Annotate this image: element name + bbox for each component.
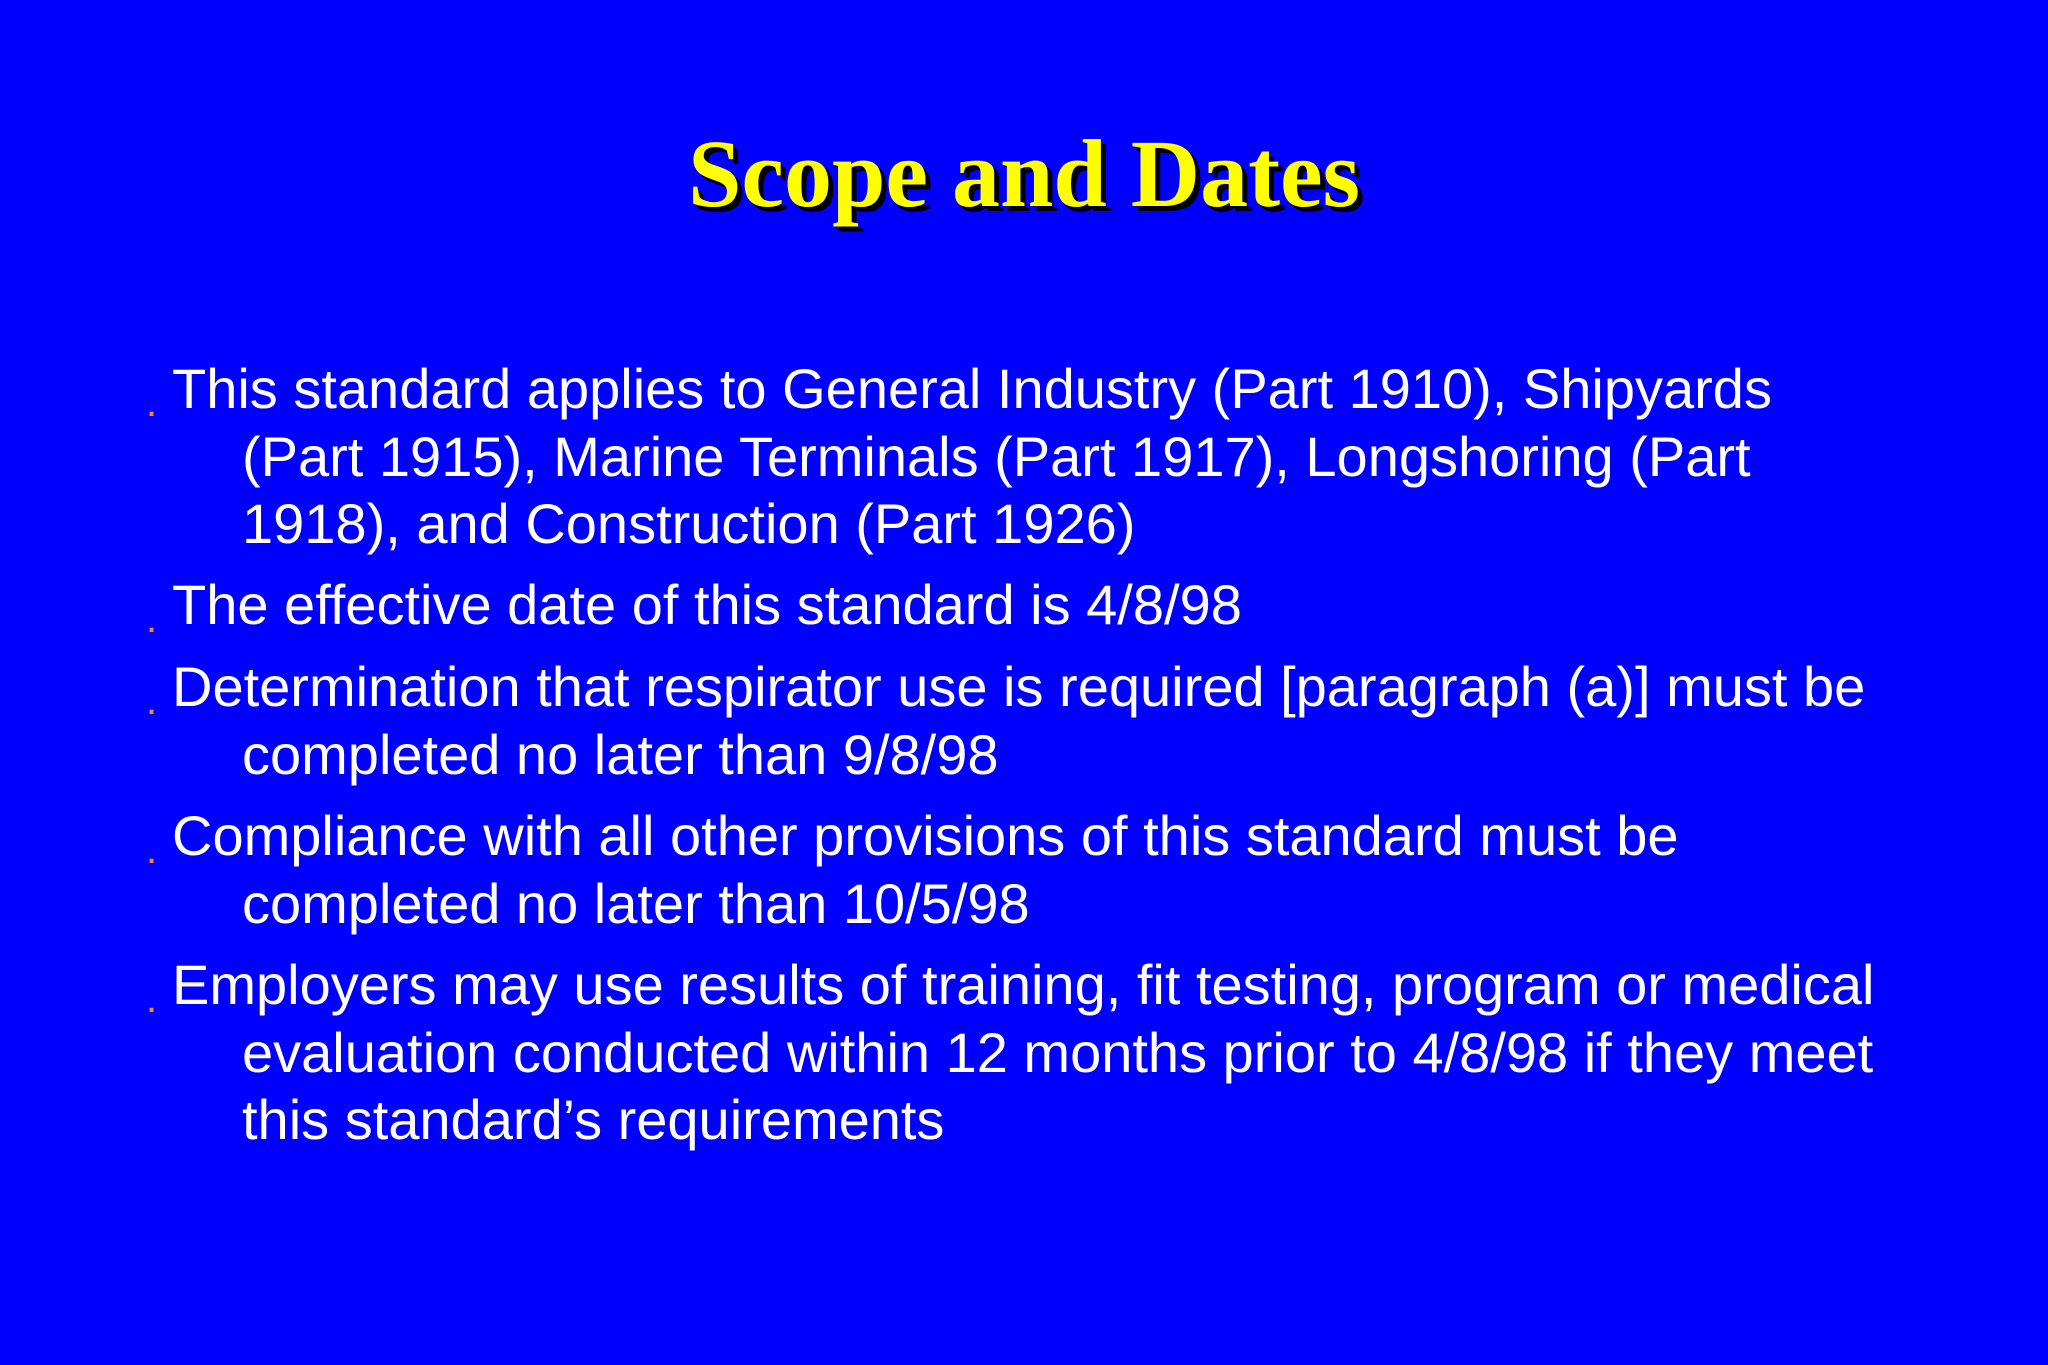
list-item: . Determination that respirator use is required [paragraph (a)] must be completed no later than 9/8/98 (146, 655, 1866, 786)
slide-title: Scope and Dates (687, 120, 1361, 227)
bullet-text: This standard applies to General Industry (Part 1910), Shipyards (Part 1915), Marine Terminals (Part 1917), Longshoring (Part 1918), and Construction (Part 1926) (172, 357, 1772, 555)
list-item: . The effective date of this standard is 4/8/98 (146, 573, 1242, 641)
bullet-text: Employers may use results of training, fit testing, program or medical evaluation conducted within 12 months prior to 4/8/98 if they meet this standard’s requirements (172, 953, 1875, 1151)
list-item: . Employers may use results of training, fit testing, program or medical evaluation conducted within 12 months prior to 4/8/98 if they meet this standard’s requirements (146, 953, 1875, 1151)
list-item: . Compliance with all other provisions of this standard must be completed no later than 10/5/98 (146, 804, 1679, 935)
bullet-text: Compliance with all other provisions of this standard must be completed no later than 10/5/98 (172, 804, 1679, 935)
bullet-text: The effective date of this standard is 4/8/98 (172, 573, 1242, 636)
bullet-text: Determination that respirator use is required [paragraph (a)] must be completed no later than 9/8/98 (172, 655, 1866, 786)
bullet-list (146, 355, 1892, 1167)
list-item: . This standard applies to General Industry (Part 1910), Shipyards (Part 1915), Marine Terminals (Part 1917), Longshoring (Part 1918), and Construction (Part 1926) (146, 357, 1772, 555)
